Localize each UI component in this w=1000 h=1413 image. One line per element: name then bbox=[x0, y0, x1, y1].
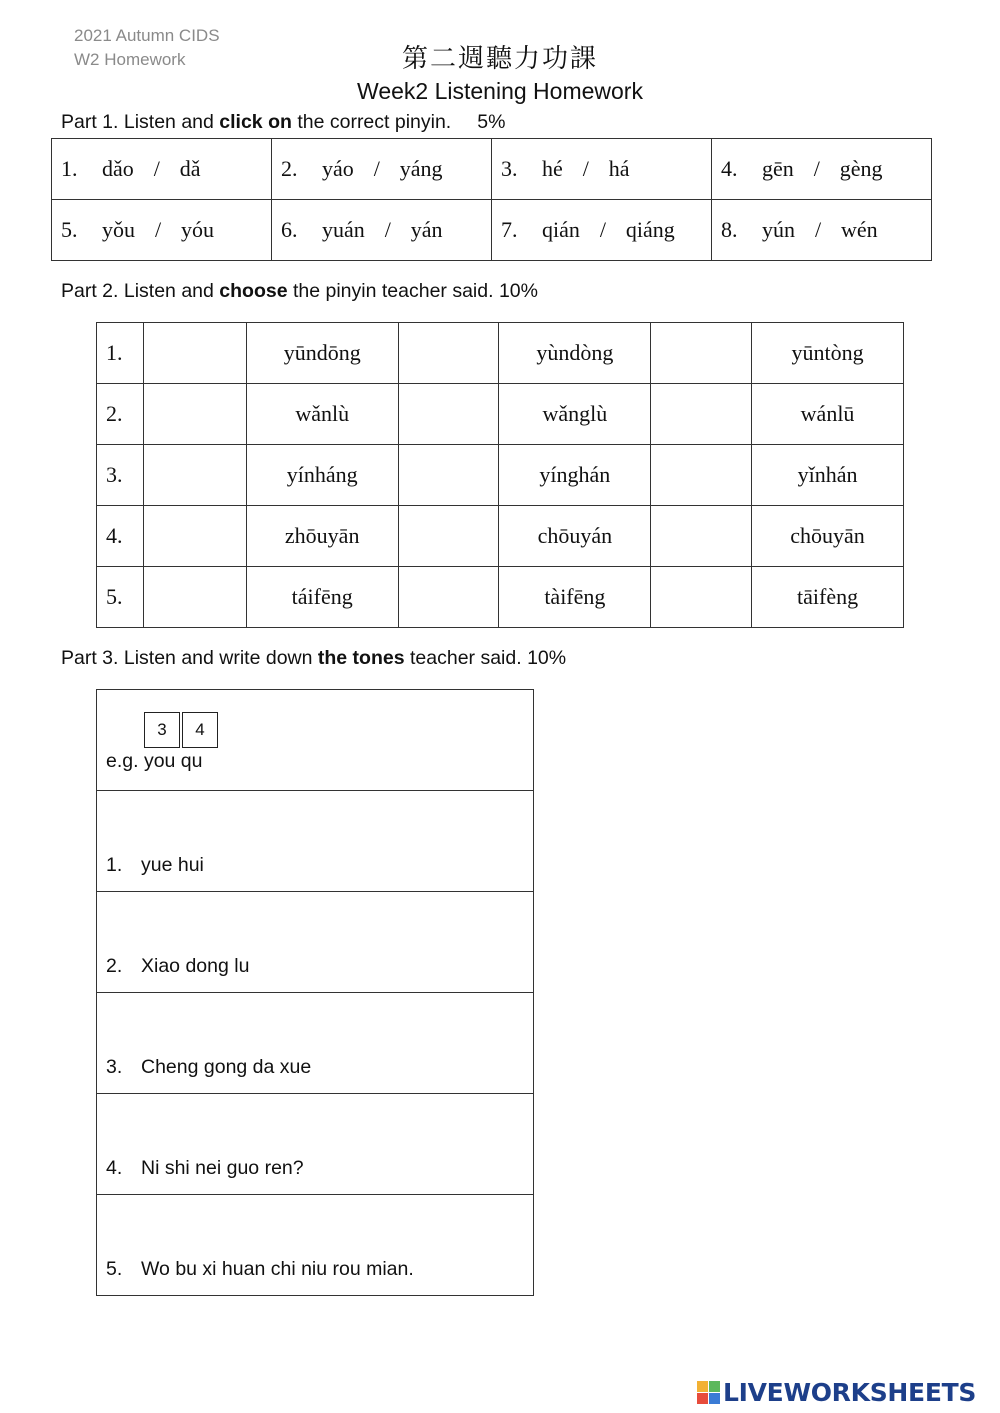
pinyin-option[interactable]: wǎnlù bbox=[246, 384, 398, 445]
table-row[interactable]: 1. yue hui bbox=[97, 791, 534, 892]
liveworksheets-logo bbox=[697, 1378, 976, 1407]
pinyin-option[interactable]: dǎ bbox=[179, 156, 201, 181]
pinyin-option[interactable]: yùndòng bbox=[499, 323, 651, 384]
pinyin-option[interactable]: chōuyán bbox=[499, 506, 651, 567]
pinyin-option[interactable]: yínghán bbox=[499, 445, 651, 506]
answer-box[interactable] bbox=[651, 506, 752, 567]
pinyin-option[interactable]: tàifēng bbox=[499, 567, 651, 628]
pinyin-option[interactable]: qián bbox=[542, 217, 580, 242]
pinyin-option[interactable]: wǎnglù bbox=[499, 384, 651, 445]
table-row: 4. zhōuyān chōuyán chōuyān bbox=[97, 506, 904, 567]
table-row[interactable]: 2. Xiao dong lu bbox=[97, 892, 534, 993]
pinyin-option[interactable]: yūndōng bbox=[246, 323, 398, 384]
answer-box[interactable] bbox=[143, 445, 246, 506]
answer-box[interactable] bbox=[398, 323, 499, 384]
pinyin-option[interactable]: yǒu bbox=[102, 217, 135, 242]
answer-box[interactable] bbox=[143, 567, 246, 628]
assignment-label: W2 Homework bbox=[74, 50, 186, 69]
part3-table bbox=[96, 689, 534, 1296]
example-text: e.g. you qu bbox=[106, 750, 203, 772]
page-title-en: Week2 Listening Homework bbox=[357, 78, 643, 104]
logo-icon bbox=[697, 1381, 720, 1404]
answer-box[interactable] bbox=[651, 384, 752, 445]
answer-box[interactable] bbox=[398, 567, 499, 628]
pinyin-option[interactable]: gēn bbox=[762, 156, 794, 181]
table-row[interactable]: 4. Ni shi nei guo ren? bbox=[97, 1094, 534, 1195]
pinyin-option[interactable]: qiáng bbox=[625, 217, 675, 242]
part1-item: 1. dǎo / dǎ bbox=[52, 139, 272, 200]
pinyin-option[interactable]: yún bbox=[762, 217, 795, 242]
phrase-text: Wo bu xi huan chi niu rou mian. bbox=[141, 1258, 414, 1280]
answer-box[interactable] bbox=[651, 567, 752, 628]
tone-box: 4 bbox=[182, 712, 218, 748]
phrase-text: Xiao dong lu bbox=[141, 955, 250, 977]
table-row: 3. yínháng yínghán yǐnhán bbox=[97, 445, 904, 506]
part1-item: 3. hé / há bbox=[492, 139, 712, 200]
answer-box[interactable] bbox=[143, 506, 246, 567]
answer-box[interactable] bbox=[143, 323, 246, 384]
part2-table bbox=[96, 322, 904, 628]
pinyin-option[interactable]: táifēng bbox=[246, 567, 398, 628]
pinyin-option[interactable]: yáng bbox=[399, 156, 443, 181]
pinyin-option[interactable]: chōuyān bbox=[752, 506, 904, 567]
pinyin-option[interactable]: wánlū bbox=[752, 384, 904, 445]
part2-instruction: Part 2. Listen and choose the pinyin teacher said. 10% bbox=[61, 280, 538, 302]
part3-instruction: Part 3. Listen and write down the tones teacher said. 10% bbox=[61, 647, 567, 669]
part1-item: 6. yuán / yán bbox=[272, 200, 492, 261]
phrase-text: yue hui bbox=[141, 854, 204, 876]
table-row[interactable]: 3. Cheng gong da xue bbox=[97, 993, 534, 1094]
course-label: 2021 Autumn CIDS bbox=[74, 26, 220, 45]
pinyin-option[interactable]: yǐnhán bbox=[752, 445, 904, 506]
page-title-zh: 第二週聽力功課 bbox=[401, 44, 598, 74]
pinyin-option[interactable]: yuán bbox=[322, 217, 365, 242]
table-row: 1. yūndōng yùndòng yūntòng bbox=[97, 323, 904, 384]
pinyin-option[interactable]: tāifèng bbox=[752, 567, 904, 628]
logo-text: LIVEWORKSHEETS bbox=[723, 1378, 977, 1407]
pinyin-option[interactable]: yóu bbox=[181, 217, 214, 242]
part1-item: 7. qián / qiáng bbox=[492, 200, 712, 261]
pinyin-option[interactable]: wén bbox=[841, 217, 878, 242]
part1-item: 4. gēn / gèng bbox=[712, 139, 932, 200]
answer-box[interactable] bbox=[651, 323, 752, 384]
pinyin-option[interactable]: yínháng bbox=[246, 445, 398, 506]
phrase-text: Ni shi nei guo ren? bbox=[141, 1157, 304, 1179]
part1-instruction: Part 1. Listen and click on the correct pinyin. 5% bbox=[61, 111, 506, 133]
pinyin-option[interactable]: zhōuyān bbox=[246, 506, 398, 567]
part1-item: 8. yún / wén bbox=[712, 200, 932, 261]
table-row: 5. táifēng tàifēng tāifèng bbox=[97, 567, 904, 628]
answer-box[interactable] bbox=[143, 384, 246, 445]
pinyin-option[interactable]: yán bbox=[410, 217, 443, 242]
answer-box[interactable] bbox=[398, 506, 499, 567]
answer-box[interactable] bbox=[398, 384, 499, 445]
pinyin-option[interactable]: yūntòng bbox=[752, 323, 904, 384]
answer-box[interactable] bbox=[398, 445, 499, 506]
pinyin-option[interactable]: yáo bbox=[322, 156, 354, 181]
pinyin-option[interactable]: gèng bbox=[839, 156, 883, 181]
answer-box[interactable] bbox=[651, 445, 752, 506]
part1-item: 2. yáo / yáng bbox=[272, 139, 492, 200]
tone-box: 3 bbox=[144, 712, 180, 748]
pinyin-option[interactable]: há bbox=[608, 156, 630, 181]
pinyin-option[interactable]: dǎo bbox=[102, 156, 134, 181]
phrase-text: Cheng gong da xue bbox=[141, 1056, 312, 1078]
part1-table bbox=[51, 138, 932, 261]
table-row[interactable]: 5. Wo bu xi huan chi niu rou mian. bbox=[97, 1195, 534, 1296]
table-row: 2. wǎnlù wǎnglù wánlū bbox=[97, 384, 904, 445]
part1-item: 5. yǒu / yóu bbox=[52, 200, 272, 261]
example-row bbox=[97, 690, 534, 791]
pinyin-option[interactable]: hé bbox=[542, 156, 563, 181]
